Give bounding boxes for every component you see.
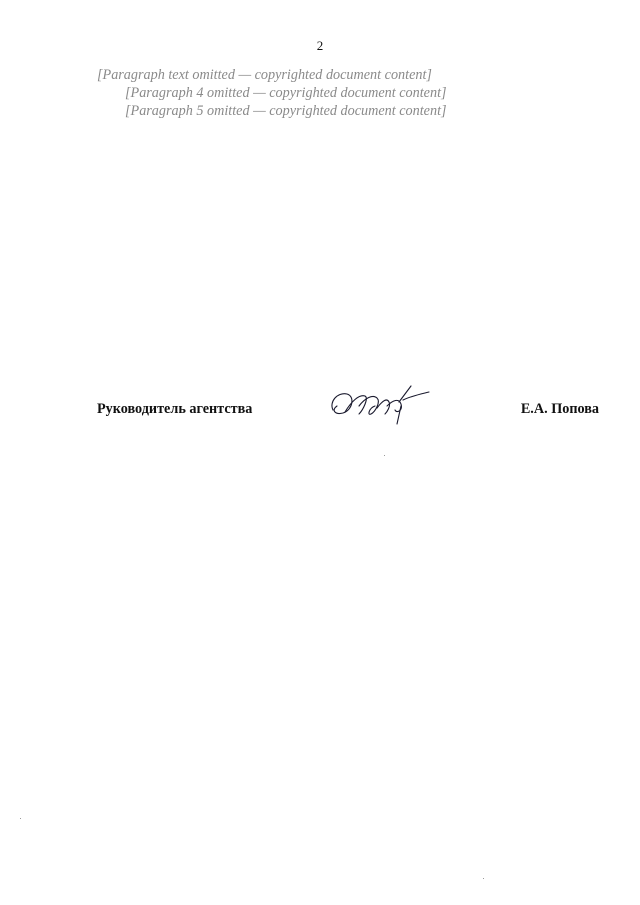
signature-block: [97, 380, 599, 440]
signatory-name: Е.А. Попова: [520, 401, 599, 417]
paragraph-5: [Paragraph 5 omitted — copyrighted document content]: [125, 103, 447, 120]
page-number: 2: [316, 38, 324, 53]
paragraph-continuation: [Paragraph text omitted — copyrighted document content]: [97, 67, 432, 83]
document-body: [97, 66, 599, 121]
scan-speck: [483, 878, 484, 879]
signatory-title: Руководитель агентства: [97, 401, 253, 417]
paragraph-4: [Paragraph 4 omitted — copyrighted document content]: [125, 85, 447, 102]
scan-speck: [20, 818, 21, 819]
handwritten-signature: [325, 380, 435, 432]
scan-speck: [384, 455, 385, 456]
